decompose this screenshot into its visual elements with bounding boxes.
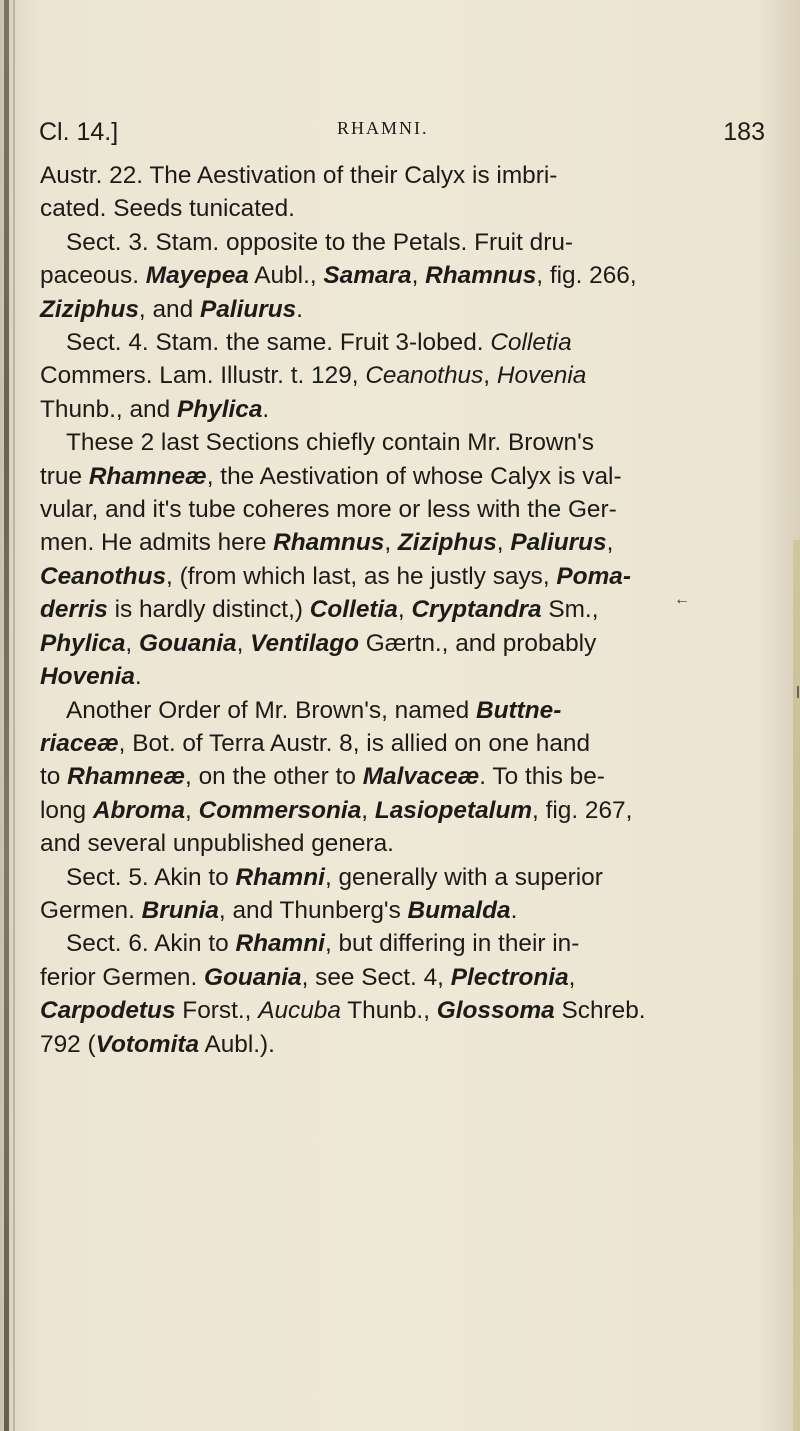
- genus-name: Bumalda: [407, 896, 511, 924]
- text-line: to Rhamneæ, on the other to Malvaceæ. To this be-: [40, 763, 605, 791]
- text-line: ferior Germen. Gouania, see Sect. 4, Plectronia,: [40, 963, 576, 991]
- genus-name: Rhamnus: [425, 262, 537, 290]
- genus-name: Hovenia: [40, 663, 135, 691]
- binding-gutter: [4, 0, 9, 1431]
- text-line: These 2 last Sections chiefly contain Mr. Brown's: [66, 429, 594, 457]
- genus-name: Brunia: [141, 896, 219, 924]
- genus-name: Carpodetus: [40, 997, 176, 1025]
- genus-name: Rhamni: [235, 863, 325, 891]
- genus-name: Cryptandra: [411, 596, 542, 624]
- text-line: Phylica, Gouania, Ventilago Gærtn., and probably: [40, 629, 597, 657]
- genus-name: Votomita: [95, 1030, 200, 1058]
- genus-name: Ziziphus: [397, 529, 497, 557]
- text-line: riaceæ, Bot. of Terra Austr. 8, is allied on one hand: [40, 729, 591, 757]
- text-line: Commers. Lam. Illustr. t. 129, Ceanothus, Hovenia: [40, 362, 587, 390]
- text-line: long Abroma, Commersonia, Lasiopetalum, fig. 267,: [40, 796, 633, 824]
- text-line: Germen. Brunia, and Thunberg's Bumalda.: [40, 896, 518, 924]
- genus-name: Colletia: [309, 596, 398, 624]
- text-line: derris is hardly distinct,) Colletia, Cryptandra Sm.,: [40, 596, 599, 624]
- body-text: [40, 159, 772, 1061]
- genus-name: derris: [40, 596, 108, 624]
- text-line: Ziziphus, and Paliurus.: [40, 295, 303, 323]
- genus-name: Ventilago: [250, 629, 359, 657]
- genus-name: Rhamneæ: [88, 462, 207, 490]
- text-line: Sect. 5. Akin to Rhamni, generally with a superior: [66, 863, 603, 891]
- genus-name: Samara: [323, 262, 412, 290]
- binding-gutter-shadow: [13, 0, 15, 1431]
- header-class-label: Cl. 14.]: [39, 118, 119, 146]
- genus-name: Phylica: [176, 395, 263, 423]
- text-line: 792 (Votomita Aubl.).: [40, 1030, 275, 1058]
- genus-name: Rhamni: [235, 930, 325, 958]
- genus-name: Ziziphus: [40, 295, 139, 323]
- family-name: Rhamneæ: [67, 763, 186, 791]
- text-line: Thunb., and Phylica.: [40, 395, 270, 423]
- genus-name: Ceanothus: [40, 562, 167, 590]
- genus-name: Glossoma: [436, 997, 555, 1025]
- header-title: RHAMNI.: [337, 118, 429, 138]
- genus-name: Rhamnus: [273, 529, 385, 557]
- genus-name: Phylica: [40, 629, 126, 657]
- family-name: Buttne-: [475, 696, 562, 724]
- text-line: cated. Seeds tunicated.: [40, 195, 295, 223]
- text-line: men. He admits here Rhamnus, Ziziphus, Paliurus,: [40, 529, 614, 557]
- genus-name: Abroma: [92, 796, 186, 824]
- genus-name: Paliurus: [199, 295, 297, 323]
- text-line: Ceanothus, (from which last, as he justly says, Poma-: [40, 562, 631, 590]
- genus-name: Poma-: [556, 562, 631, 590]
- text-line: Sect. 4. Stam. the same. Fruit 3-lobed. Colletia: [66, 329, 572, 357]
- text-line: Hovenia.: [40, 663, 142, 691]
- genus-name: Mayepea: [145, 262, 249, 290]
- text-line: vular, and it's tube coheres more or less with the Ger-: [40, 496, 617, 524]
- genus-name: Gouania: [204, 963, 302, 991]
- text-line: Sect. 3. Stam. opposite to the Petals. Fruit dru-: [66, 228, 574, 256]
- text-line: Carpodetus Forst., Aucuba Thunb., Glossoma Schreb.: [40, 997, 646, 1025]
- text-line: true Rhamneæ, the Aestivation of whose Calyx is val-: [40, 462, 622, 490]
- family-name: Malvaceæ: [362, 763, 480, 791]
- genus-name: Lasiopetalum: [374, 796, 533, 824]
- genus-name: Colletia: [490, 329, 572, 357]
- page-number: 183: [723, 118, 765, 146]
- margin-arrow-mark: ←: [674, 591, 690, 608]
- genus-name: Paliurus: [510, 529, 607, 557]
- text-line: Austr. 22. The Aestivation of their Calyx is imbri-: [40, 162, 558, 189]
- text-line: Another Order of Mr. Brown's, named Buttne-: [66, 696, 562, 724]
- text-line: paceous. Mayepea Aubl., Samara, Rhamnus, fig. 266,: [40, 262, 637, 290]
- text-line: and several unpublished genera.: [40, 830, 394, 858]
- page-edge-stain: [793, 540, 800, 1431]
- genus-name: Hovenia: [496, 362, 587, 390]
- genus-name: Gouania: [138, 629, 237, 657]
- genus-name: Plectronia: [450, 963, 569, 991]
- margin-tick: [797, 686, 799, 698]
- family-name: riaceæ: [40, 729, 119, 757]
- text-line: Sect. 6. Akin to Rhamni, but differing in their in-: [66, 930, 580, 958]
- running-header: [39, 118, 765, 150]
- genus-name: Aucuba: [258, 997, 341, 1025]
- genus-name: Commersonia: [198, 796, 362, 824]
- genus-name: Ceanothus: [365, 362, 484, 390]
